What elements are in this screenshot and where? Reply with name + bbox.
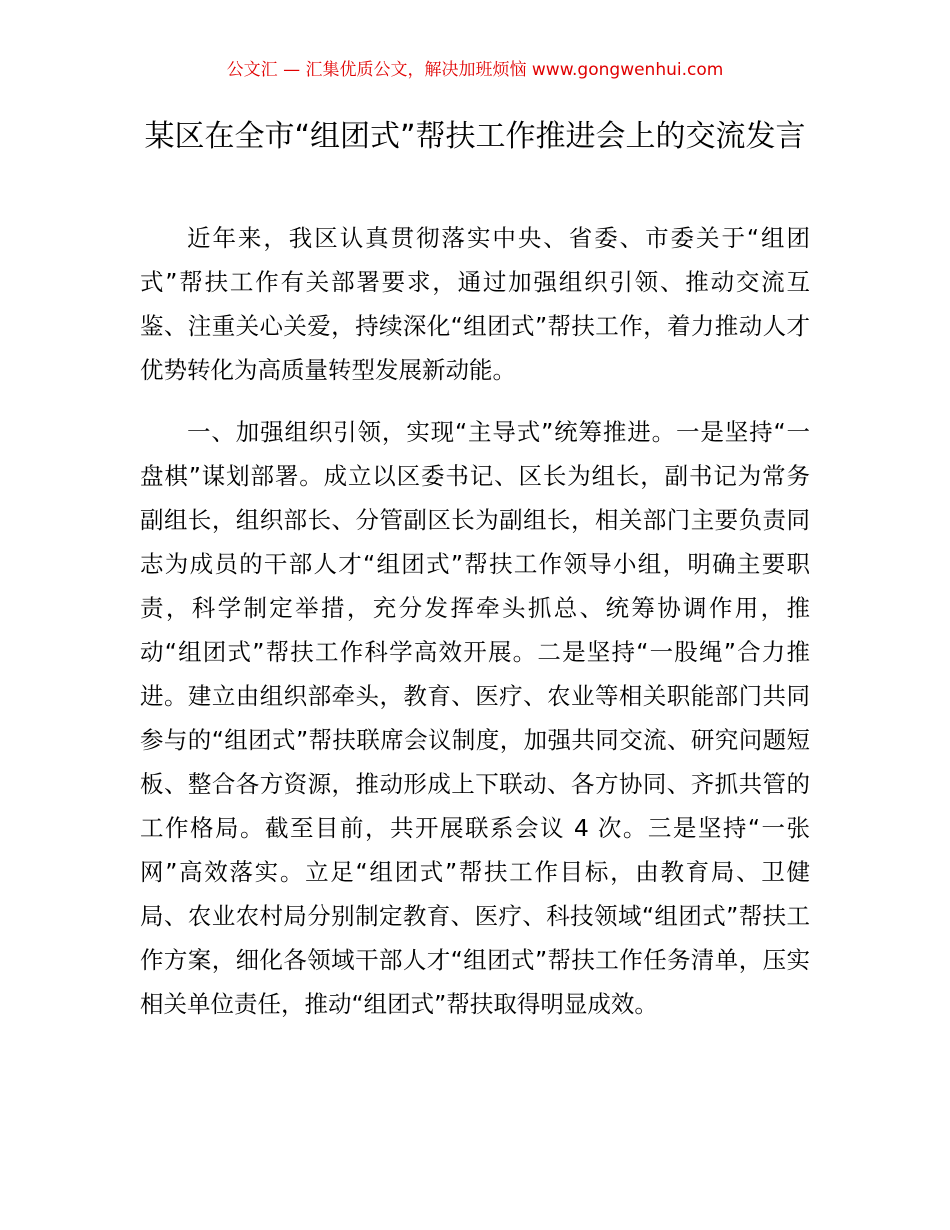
document-body — [140, 216, 810, 1044]
site-banner: 公文汇 — 汇集优质公文，解决加班烦恼 www.gongwenhui.com — [226, 60, 724, 80]
paragraph-section-1: 一、加强组织引领，实现“主导式”统筹推进。一是坚持“一盘棋”谋划部署。成立以区委书记、区长为组长，副书记为常务副组长，组织部长、分管副区长为副组长，相关部门主要负责同志为成员的干部人才“组团式”帮扶工作领导小组，明确主要职责，科学制定举措，充分发挥牵头抓总、统筹协调作用，推动“组团式”帮扶工作科学高效开展。二是坚持“一股绳”合力推进。建立由组织部牵头，教育、医疗、农业等相关职能部门共同参与的“组团式”帮扶联席会议制度，加强共同交流、研究问题短板、整合各方资源，推动形成上下联动、各方协同、齐抓共管的工作格局。截至目前，共开展联系会议 4 次。三是坚持“一张网”高效落实。立足“组团式”帮扶工作目标，由教育局、卫健局、农业农村局分别制定教育、医疗、科技领域“组团式”帮扶工作方案，细化各领域干部人才“组团式”帮扶工作任务清单，压实相关单位责任，推动“组团式”帮扶取得明显成效。 — [140, 418, 810, 1018]
document-title: 某区在全市“组团式”帮扶工作推进会上的交流发言 — [144, 119, 806, 154]
paragraph-intro: 近年来，我区认真贯彻落实中央、省委、市委关于“组团式”帮扶工作有关部署要求，通过加强组织引领、推动交流互鉴、注重关心关爱，持续深化“组团式”帮扶工作，着力推动人才优势转化为高质量转型发展新动能。 — [140, 224, 810, 384]
